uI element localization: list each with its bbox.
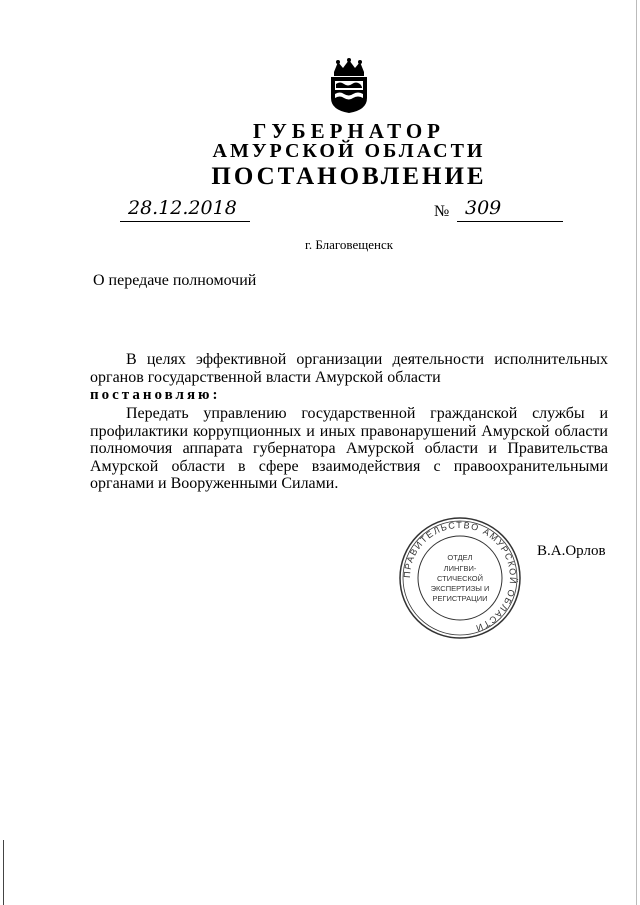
document-subject: О передаче полномочий xyxy=(93,272,257,289)
date-field xyxy=(120,197,250,222)
body-paragraph-1: В целях эффективной организации деятельности исполнительных органов государственной власти Амурской области xyxy=(90,351,608,386)
date-value: 28.12.2018 xyxy=(128,197,237,219)
svg-text:ЛИНГВИ-: ЛИНГВИ- xyxy=(443,564,477,573)
scan-edge-right xyxy=(636,0,637,905)
header-title-region: АМУРСКОЙ ОБЛАСТИ xyxy=(212,140,486,162)
official-stamp xyxy=(398,516,522,640)
svg-text:ОТДЕЛ: ОТДЕЛ xyxy=(447,553,473,562)
number-label: № xyxy=(434,203,450,220)
city-line: г. Благовещенск xyxy=(304,237,394,252)
document-type-heading: ПОСТАНОВЛЕНИЕ xyxy=(211,163,487,190)
header-title-governor: ГУБЕРНАТОР xyxy=(252,119,446,143)
coat-of-arms-icon xyxy=(328,58,370,114)
signer-name: В.А.Орлов xyxy=(537,543,606,559)
svg-text:РЕГИСТРАЦИИ: РЕГИСТРАЦИИ xyxy=(432,594,488,603)
stamp-outer-text: ПРАВИТЕЛЬСТВО АМУРСКОЙ ОБЛАСТИ xyxy=(401,519,519,634)
body-paragraph-2: Передать управлению государственной гражданской службы и профилактики коррупционных и иных правонарушений Амурской области полномочия аппарата губернатора Амурской области и Правительства Амурской области в сфере взаимодействия с правоохранительными органами и Вооруженными Силами. xyxy=(90,405,608,492)
number-value: 309 xyxy=(465,197,502,219)
decree-word: постановляю: xyxy=(90,387,221,403)
number-field xyxy=(457,197,563,222)
svg-text:ЭКСПЕРТИЗЫ И: ЭКСПЕРТИЗЫ И xyxy=(430,584,490,593)
scan-edge-left xyxy=(3,840,4,905)
svg-text:СТИЧЕСКОЙ: СТИЧЕСКОЙ xyxy=(436,574,484,583)
